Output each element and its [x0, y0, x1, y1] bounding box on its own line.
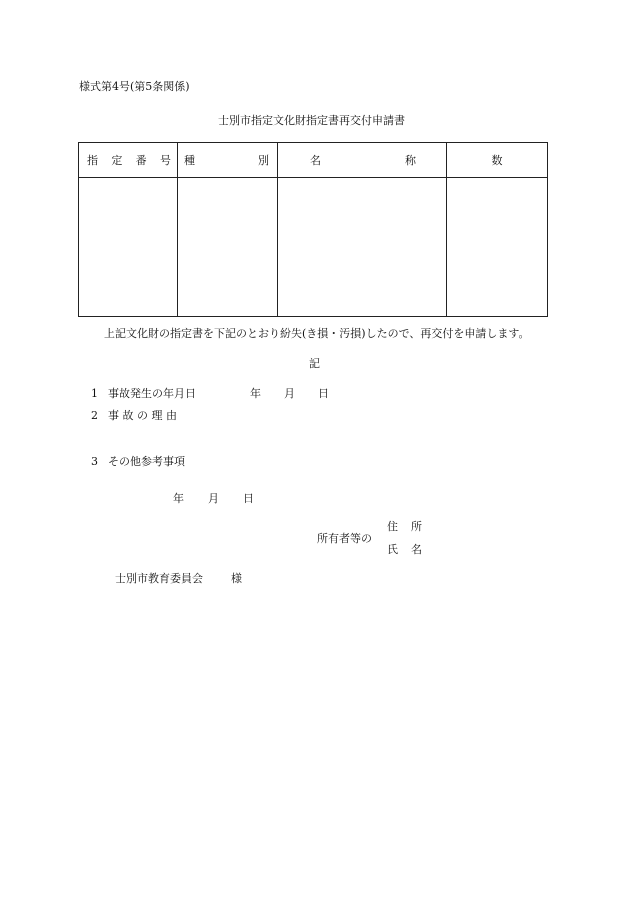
address-label-1: 住 [387, 520, 398, 533]
incident-day-label: 日 [318, 387, 329, 400]
cell-count[interactable] [447, 178, 548, 317]
incident-month-label: 月 [284, 387, 295, 400]
item-3-label: その他参考事項 [108, 455, 185, 468]
item-2-number: 2 [91, 409, 98, 422]
item-1-number: 1 [91, 387, 98, 400]
applicant-prefix: 所有者等の [317, 532, 372, 545]
cell-type[interactable] [178, 178, 278, 317]
header-designation-number: 指 定 番 号 [79, 143, 178, 178]
form-number: 様式第4号(第5条関係) [79, 80, 190, 93]
statement-text: 上記文化財の指定書を下記のとおり紛失(き損・汚損)したので、再交付を申請します。 [104, 327, 530, 340]
name-label-2: 名 [411, 543, 422, 556]
incident-year-label: 年 [250, 387, 261, 400]
item-1-label: 事故発生の年月日 [108, 387, 196, 400]
name-label-1: 氏 [387, 543, 398, 556]
application-year-label: 年 [173, 492, 184, 505]
header-count: 数 [447, 143, 548, 178]
address-label-2: 所 [411, 520, 422, 533]
application-month-label: 月 [208, 492, 219, 505]
honorific: 様 [231, 572, 242, 585]
item-3-number: 3 [91, 455, 98, 468]
header-type: 種 別 [178, 143, 278, 178]
item-2-label: 事 故 の 理 由 [108, 409, 177, 422]
ki-label: 記 [309, 357, 320, 370]
cell-name[interactable] [278, 178, 447, 317]
cell-designation-number[interactable] [79, 178, 178, 317]
application-day-label: 日 [243, 492, 254, 505]
table-row [79, 178, 548, 317]
addressee: 士別市教育委員会 [115, 572, 203, 585]
document-title: 士別市指定文化財指定書再交付申請書 [218, 114, 405, 127]
header-name: 名 称 [278, 143, 447, 178]
cultural-property-table [78, 142, 548, 317]
table-header-row [79, 143, 548, 178]
